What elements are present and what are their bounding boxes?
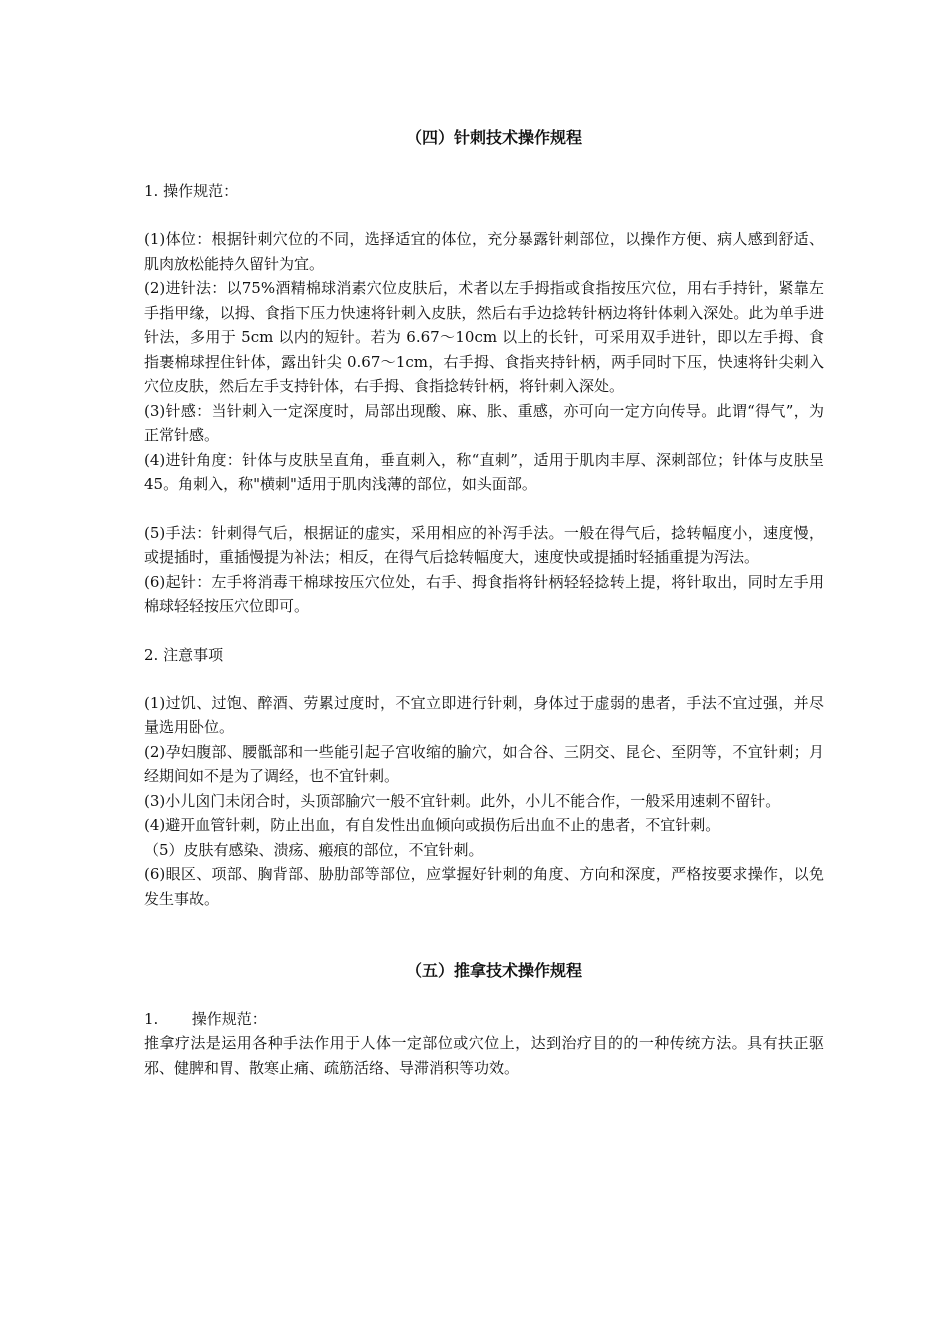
paragraph-precaution-4: (4)避开血管针刺，防止出血，有自发性出血倾向或损伤后出血不止的患者，不宜针刺。	[144, 816, 721, 834]
document-page	[144, 0, 824, 1080]
section-title-massage: （五）推拿技术操作规程	[405, 961, 582, 980]
paragraph-precaution-3: (3)小儿囟门未闭合时，头顶部腧穴一般不宜针刺。此外，小儿不能合作，一般采用速刺不留针。	[144, 791, 781, 810]
paragraph-massage-intro: 推拿疗法是运用各种手法作用于人体一定部位或穴位上，达到治疗目的的一种传统方法。具有扶正驱邪、健脾和胃、散寒止痛、疏筋活络、导滞消积等功效。	[144, 1034, 824, 1077]
paragraph-precaution-2: (2)孕妇腹部、腰骶部和一些能引起子宫收缩的腧穴，如合谷、三阴交、昆仑、至阴等，不宜针刺；月经期间如不是为了调经，也不宜针刺。	[144, 742, 824, 785]
paragraph-needle-sensation: (3)针感：当针刺入一定深度时，局部出现酸、麻、胀、重感，亦可向一定方向传导。此谓“得气”，为正常针感。	[144, 401, 824, 444]
paragraph-precaution-5: （5）皮肤有感染、溃疡、瘢痕的部位，不宜针刺。	[144, 840, 484, 859]
paragraph-insertion-angle: (4)进针角度：针体与皮肤呈直角，垂直刺入，称“直刺”，适用于肌肉丰厚、深刺部位；针体与皮肤呈 45。角刺入，称"横刺"适用于肌肉浅薄的部位，如头面部。	[144, 450, 824, 493]
heading-massage-norms: 1. 操作规范：	[144, 1010, 267, 1028]
paragraph-needle-insertion: (2)进针法：以75%酒精棉球消素穴位皮肤后，术者以左手拇指或食指按压穴位，用右手持针，紧靠左手指甲缘，以拇、食指下压力快速将针刺入皮肤，然后右手边捻转针柄边将针体刺入深处。此为单手进针法，多用于 5cm 以内的短针。若为 6.67～10cm 以上的长针，可采用双手进针，即以左手拇、食指裹棉球捏住针体，露出针尖 0.67～1cm，右手拇、食指夹持针柄，两手同时下压，快速将针尖刺入穴位皮肤，然后左手支持针体，右手拇、食指捻转针柄，将针刺入深处。	[144, 279, 824, 395]
heading-precautions: 2. 注意事项	[144, 645, 224, 664]
paragraph-precaution-6: (6)眼区、项部、胸背部、胁肋部等部位，应掌握好针刺的角度、方向和深度，严格按要求操作，以免发生事故。	[144, 865, 824, 908]
paragraph-position: (1)体位：根据针刺穴位的不同，选择适宜的体位，充分暴露针刺部位，以操作方便、病人感到舒适、肌肉放松能持久留针为宜。	[144, 230, 824, 273]
paragraph-precaution-1: (1)过饥、过饱、醉酒、劳累过度时，不宜立即进行针刺，身体过于虚弱的患者，手法不宜过强，并尽量选用卧位。	[144, 693, 824, 736]
section-title-acupuncture: （四）针刺技术操作规程	[405, 128, 582, 147]
paragraph-technique: (5)手法：针刺得气后，根据证的虚实，采用相应的补泻手法。一般在得气后，捻转幅度小，速度慢，或提插时，重插慢提为补法；相反，在得气后捻转幅度大，速度快或提插时轻插重提为泻法。	[144, 523, 824, 566]
heading-operation-norms: 1. 操作规范：	[144, 182, 239, 200]
paragraph-needle-removal: (6)起针：左手将消毒干棉球按压穴位处，右手、拇食指将针柄轻轻捻转上提，将针取出，同时左手用棉球轻轻按压穴位即可。	[144, 572, 824, 615]
